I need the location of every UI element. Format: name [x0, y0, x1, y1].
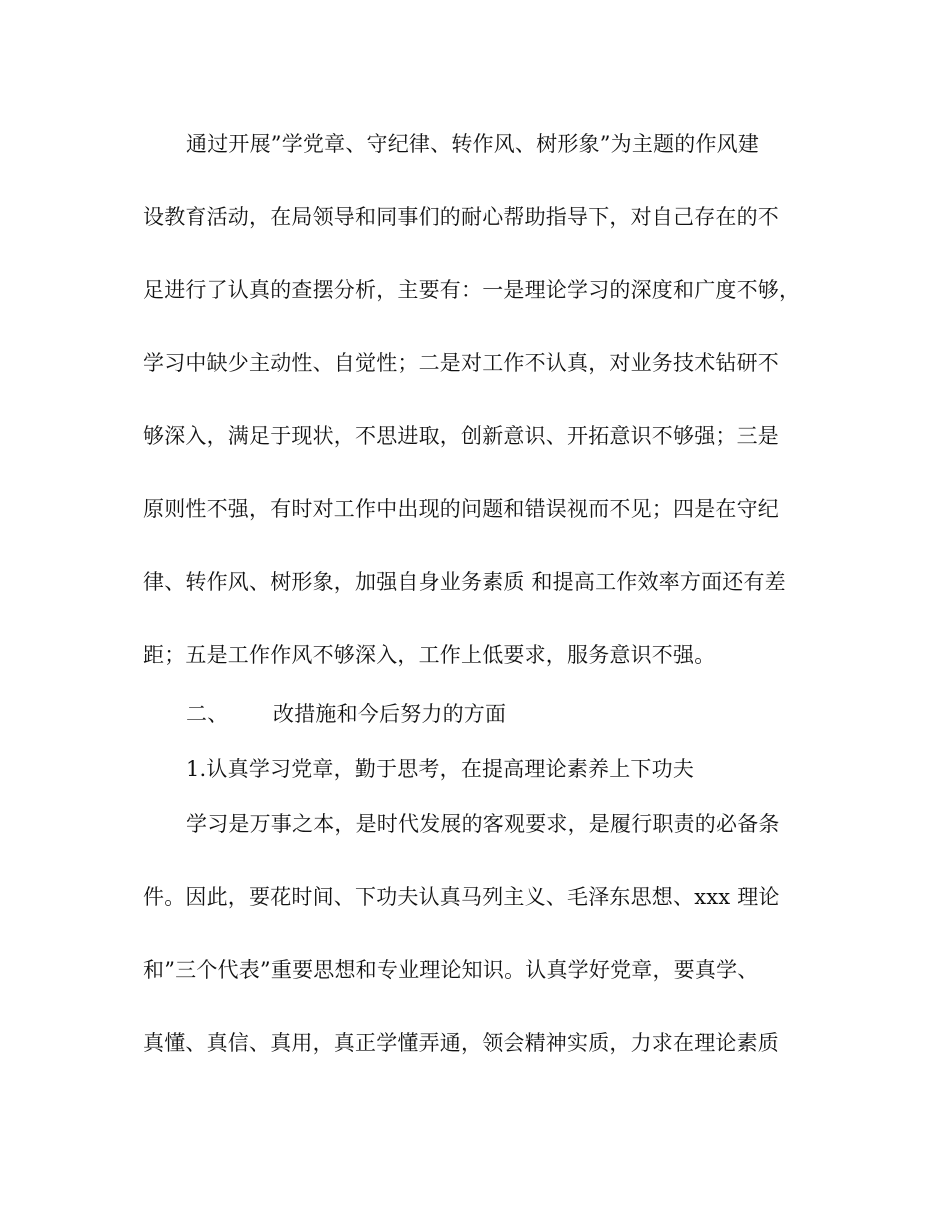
paragraph-line-8: 距；五是工作作风不够深入，工作上低要求，服务意识不强。	[143, 643, 716, 667]
paragraph-line-10: 件。因此，要花时间、下功夫认真马列主义、毛泽东思想、xxx 理论	[143, 885, 780, 909]
paragraph-line-1: 通过开展”学党章、守纪律、转作风、树形象”为主题的作风建	[186, 132, 760, 156]
paragraph-line-9: 学习是万事之本，是时代发展的客观要求，是履行职责的必备条	[186, 812, 780, 836]
paragraph-line-11: 和”三个代表”重要思想和专业理论知识。认真学好党章，要真学、	[143, 958, 759, 982]
section-heading-title: 改措施和今后努力的方面	[273, 702, 507, 726]
paragraph-line-12: 真懂、真信、真用，真正学懂弄通，领会精神实质，力求在理论素质	[143, 1031, 779, 1055]
paragraph-line-7: 律、转作风、树形象，加强自身业务素质 和提高工作效率方面还有差	[143, 570, 786, 594]
section-heading-number: 二、	[186, 702, 229, 726]
paragraph-line-4: 学习中缺少主动性、自觉性；二是对工作不认真，对业务技术钻研不	[143, 351, 779, 375]
paragraph-line-2: 设教育活动，在局领导和同事们的耐心帮助指导下，对自己存在的不	[143, 205, 779, 229]
paragraph-line-6: 原则性不强，有时对工作中出现的问题和错误视而不见；四是在守纪	[143, 497, 779, 521]
subheading: 1.认真学习党章，勤于思考，在提高理论素养上下功夫	[186, 757, 695, 781]
paragraph-line-5: 够深入，满足于现状，不思进取，创新意识、开拓意识不够强；三是	[143, 424, 779, 448]
paragraph-line-3: 足进行了认真的查摆分析，主要有：一是理论学习的深度和广度不够，	[143, 278, 801, 302]
